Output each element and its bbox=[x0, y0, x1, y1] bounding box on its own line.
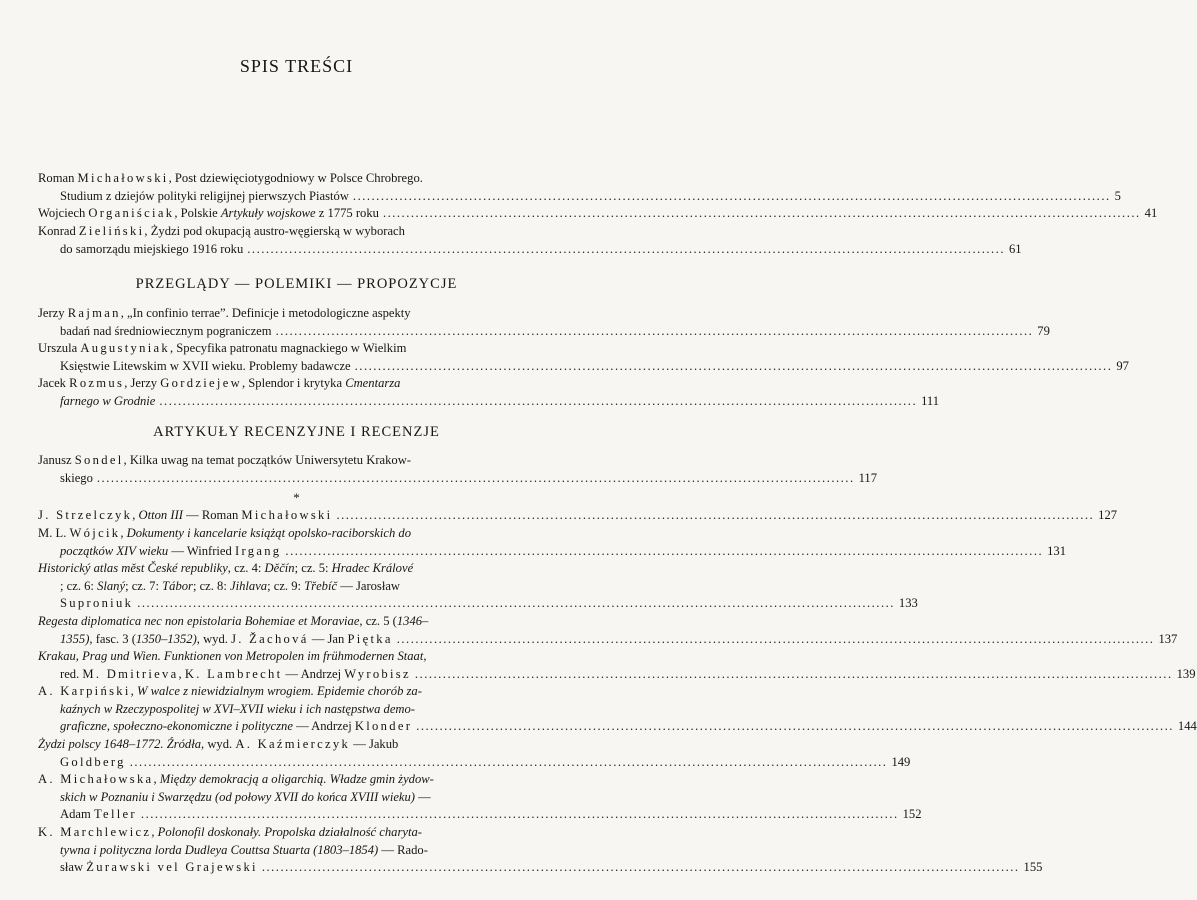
toc-entry: M. L. Wójcik, Dokumenty i kancelarie książąt opolsko-raciborskich do początków XIV wieku — Winfried Irgang ................................................................................................................................................................... 131 bbox=[38, 525, 558, 560]
page-number: 137 bbox=[1158, 631, 1178, 646]
page-number: 149 bbox=[891, 754, 911, 769]
toc-entry: Krakau, Prag und Wien. Funktionen von Metropolen im frühmodernen Staat, red. M. Dmitrieva, K. Lambrecht — Andrzej Wyrobisz ................................................................................................................................................................... 139 bbox=[38, 648, 558, 683]
page-number: 152 bbox=[902, 807, 922, 822]
page-number: 97 bbox=[1116, 358, 1129, 373]
page-number: 139 bbox=[1176, 666, 1196, 681]
page-title: SPIS TREŚCI bbox=[239, 56, 354, 76]
page-number: 117 bbox=[858, 470, 878, 485]
page-number: 111 bbox=[921, 393, 940, 408]
toc-entry: Urszula Augustyniak, Specyfika patronatu magnackiego w Wielkim Księstwie Litewskim w XVII wieku. Problemy badawcze ................................................................................................................................................................... 97 bbox=[38, 340, 558, 375]
page-number: 5 bbox=[1114, 188, 1121, 203]
toc-entry: Historický atlas měst České republiky, cz. 4: Děčín; cz. 5: Hradec Králové ; cz. 6: Slaný; cz. 7: Tábor; cz. 8: Jihlava; cz. 9: Třebíč — Jarosław Suproniuk ................................................................................................................................................................... 133 bbox=[38, 560, 558, 613]
page-number: 127 bbox=[1098, 508, 1118, 522]
page-number: 131 bbox=[1047, 543, 1067, 558]
toc-entry: Janusz Sondel, Kilka uwag na temat początków Uniwersytetu Krakow- skiego ................................................................................................................................................................... 117 bbox=[38, 452, 558, 487]
toc-entry: Regesta diplomatica nec non epistolaria Bohemiae et Moraviae, cz. 5 (1346– 1355), fasc. 3 (1350–1352), wyd. J. Žachová — Jan Piętka ................................................................................................................................................................... 137 bbox=[38, 613, 558, 648]
page-number: 41 bbox=[1144, 206, 1158, 220]
toc-entry: Jerzy Rajman, „In confinio terrae”. Definicje i metodologiczne aspekty badań nad średniowiecznym pograniczem ................................................................................................................................................................... 79 bbox=[38, 305, 558, 340]
section-heading-artykuly: ARTYKUŁY RECENZYJNE I RECENZJE bbox=[153, 424, 440, 440]
page-number: 144 bbox=[1177, 719, 1197, 734]
toc-entry: K. Marchlewicz, Polonofil doskonały. Propolska działalność charyta- tywna i polityczna lorda Dudleya Couttsa Stuarta (1803–1854) — Rado- sław Żurawski vel Grajewski ................................................................................................................................................................... 155 bbox=[38, 824, 558, 877]
toc-entry: Jacek Rozmus, Jerzy Gordziejew, Splendor i krytyka Cmentarza farnego w Grodnie ................................................................................................................................................................... 111 bbox=[38, 375, 558, 410]
toc-entry: Konrad Zieliński, Żydzi pod okupacją austro-węgierską w wyborach do samorządu miejskiego 1916 roku ................................................................................................................................................................... 61 bbox=[38, 223, 558, 258]
page-number: 155 bbox=[1023, 860, 1043, 875]
page-number: 79 bbox=[1037, 323, 1050, 338]
toc-entry: A. Michałowska, Między demokracją a oligarchią. Władze gmin żydow- skich w Poznaniu i Swarzędzu (od połowy XVII do końca XVIII wieku) — Adam Teller ................................................................................................................................................................... 152 bbox=[38, 771, 558, 824]
section-heading-przeglady: PRZEGLĄDY — POLEMIKI — PROPOZYCJE bbox=[135, 276, 458, 292]
toc-entry: Żydzi polscy 1648–1772. Źródła, wyd. A. Kaźmierczyk — Jakub Goldberg ................................................................................................................................................................... 149 bbox=[38, 736, 558, 771]
page-number: 133 bbox=[898, 596, 918, 611]
page-number: 61 bbox=[1008, 241, 1022, 256]
toc-entry: Roman Michałowski, Post dziewięciotygodniowy w Polsce Chrobrego. Studium z dziejów polityki religijnej pierwszych Piastów ................................................................................................................................................................... 5 bbox=[38, 170, 558, 205]
toc-entry: J. Strzelczyk, Otton III — Roman Michałowski ................................................................................................................................................................... 127 bbox=[38, 507, 558, 525]
separator-star: * bbox=[293, 490, 300, 505]
toc-entry: Wojciech Organiściak, Polskie Artykuły wojskowe z 1775 roku ................................................................................................................................................................... 41 bbox=[38, 205, 558, 223]
toc-entry: A. Karpiński, W walce z niewidzialnym wrogiem. Epidemie chorób za- kaźnych w Rzeczypospolitej w XVI–XVII wieku i ich następstwa demo- graficzne, społeczno-ekonomiczne i polityczne — Andrzej Klonder ................................................................................................................................................................... 144 bbox=[38, 683, 558, 736]
